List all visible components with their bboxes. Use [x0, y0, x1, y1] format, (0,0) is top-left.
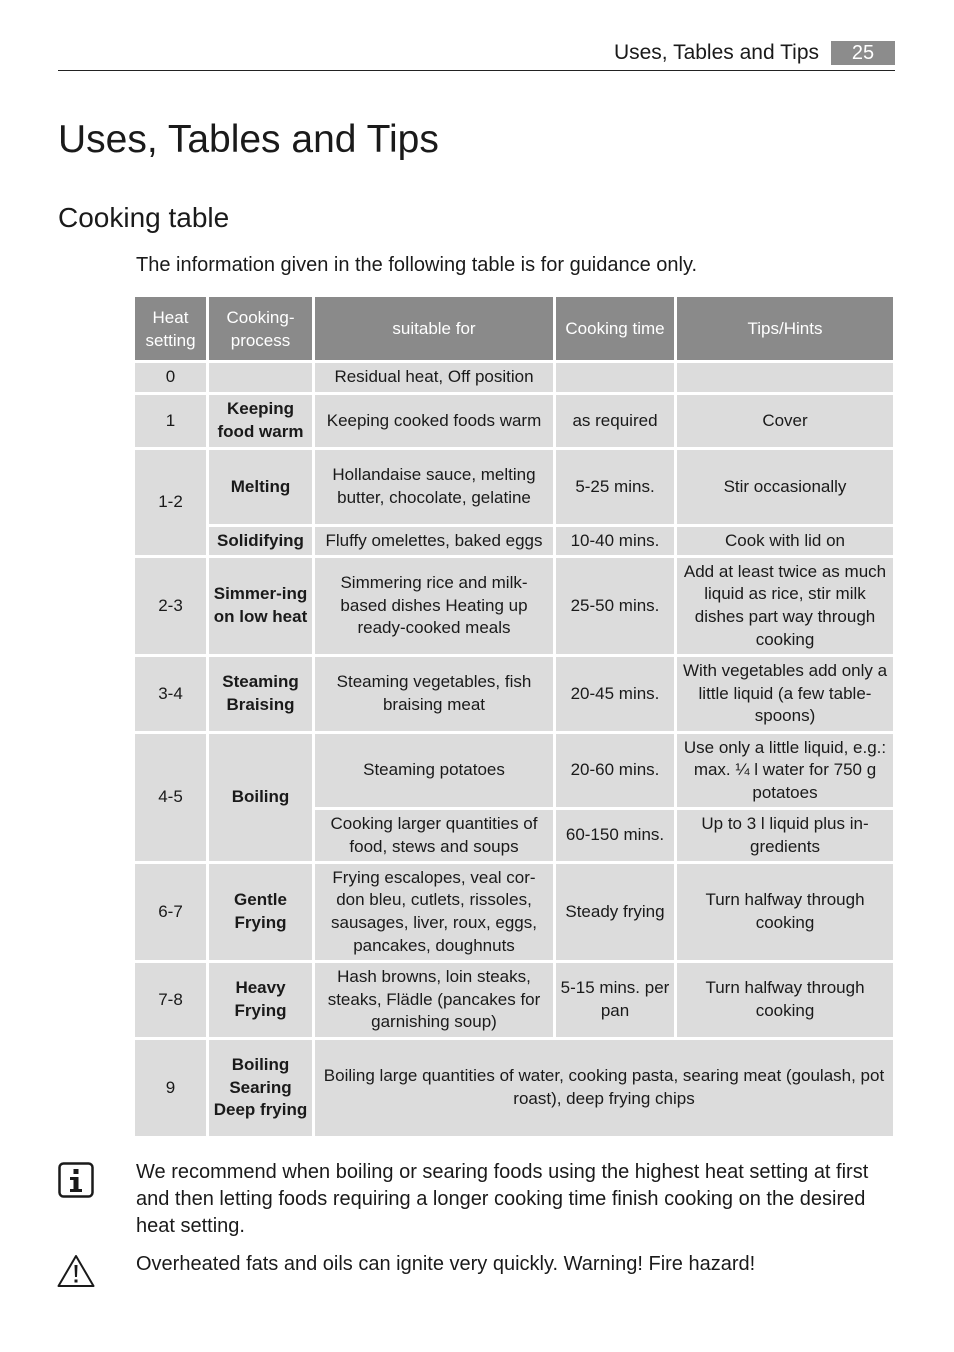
process-cell: Melting [209, 450, 315, 527]
process-cell: Simmer-ing on low heat [209, 558, 315, 657]
process-cell: Steaming Braising [209, 657, 315, 734]
tips-cell: Turn halfway through cooking [677, 864, 893, 963]
column-header-suitable: suitable for [315, 297, 556, 360]
time-cell: 20-45 mins. [556, 657, 677, 734]
warning-note: Overheated fats and oils can ignite very quickly. Warning! Fire hazard! [136, 1253, 756, 1275]
process-cell: Keeping food warm [209, 395, 315, 450]
intro-text: The information given in the following table is for guidance only. [136, 254, 698, 276]
process-cell: Solidifying [209, 527, 315, 558]
heat-cell: 1-2 [135, 450, 209, 558]
header-title: Uses, Tables and Tips [613, 41, 819, 64]
tips-cell: Cover [677, 395, 893, 450]
time-cell: 5-15 mins. per pan [556, 963, 677, 1040]
tips-cell: Up to 3 l liquid plus in-gredients [677, 810, 893, 864]
tips-cell: Add at least twice as much liquid as rice, stir milk dishes part way through cooking [677, 558, 893, 657]
process-cell: Boiling Searing Deep frying [209, 1040, 315, 1139]
suitable-cell: Boiling large quantities of water, cooking pasta, searing meat (goulash, pot roast), deep frying chips [315, 1040, 893, 1139]
column-header-process: Cooking-process [209, 297, 315, 360]
table-row [135, 450, 893, 527]
process-cell: Boiling [209, 734, 315, 864]
heat-cell: 4-5 [135, 734, 209, 864]
table-row [135, 963, 893, 1040]
table-row [135, 395, 893, 450]
page-number: 25 [831, 41, 895, 65]
heat-cell: 1 [135, 395, 209, 450]
time-cell: 25-50 mins. [556, 558, 677, 657]
table-row [135, 558, 893, 657]
table-row [135, 1040, 893, 1139]
table-row [135, 734, 893, 810]
time-cell: 10-40 mins. [556, 527, 677, 558]
suitable-cell: Simmering rice and milk-based dishes Heating up ready-cooked meals [315, 558, 556, 657]
suitable-cell: Steaming vegetables, fish braising meat [315, 657, 556, 734]
suitable-cell: Cooking larger quantities of food, stews and soups [315, 810, 556, 864]
table-row [135, 864, 893, 963]
time-cell: as required [556, 395, 677, 450]
heat-cell: 6-7 [135, 864, 209, 963]
suitable-cell: Steaming potatoes [315, 734, 556, 810]
process-cell: Gentle Frying [209, 864, 315, 963]
suitable-cell: Keeping cooked foods warm [315, 395, 556, 450]
tips-cell [677, 363, 893, 395]
column-header-heat: Heat setting [135, 297, 209, 360]
table-row [135, 363, 893, 395]
table-row [135, 657, 893, 734]
tips-cell: With vegetables add only a little liquid (a few table-spoons) [677, 657, 893, 734]
page-title: Uses, Tables and Tips [58, 118, 439, 161]
info-icon [58, 1162, 94, 1198]
running-header [58, 38, 895, 71]
time-cell: Steady frying [556, 864, 677, 963]
suitable-cell: Fluffy omelettes, baked eggs [315, 527, 556, 558]
time-cell [556, 363, 677, 395]
time-cell: 20-60 mins. [556, 734, 677, 810]
heat-cell: 9 [135, 1040, 209, 1139]
cooking-table [135, 297, 893, 1139]
time-cell: 5-25 mins. [556, 450, 677, 527]
table-header-row [135, 297, 893, 360]
tips-cell: Turn halfway through cooking [677, 963, 893, 1040]
warning-triangle-icon [57, 1254, 95, 1288]
heat-cell: 7-8 [135, 963, 209, 1040]
heat-cell: 3-4 [135, 657, 209, 734]
process-cell: Heavy Frying [209, 963, 315, 1040]
suitable-cell: Frying escalopes, veal cor-don bleu, cutlets, rissoles, sausages, liver, roux, eggs, pancakes, doughnuts [315, 864, 556, 963]
suitable-cell: Residual heat, Off position [315, 363, 556, 395]
heat-cell: 2-3 [135, 558, 209, 657]
suitable-cell: Hash browns, loin steaks, steaks, Flädle (pancakes for garnishing soup) [315, 963, 556, 1040]
suitable-cell: Hollandaise sauce, melting butter, chocolate, gelatine [315, 450, 556, 527]
column-header-time: Cooking time [556, 297, 677, 360]
tips-cell: Stir occasionally [677, 450, 893, 527]
tips-cell: Use only a little liquid, e.g.: max. ¼ l water for 750 g potatoes [677, 734, 893, 810]
section-title: Cooking table [58, 202, 230, 233]
info-note: We recommend when boiling or searing foods using the highest heat setting at first and then letting foods requiring a longer cooking time finish cooking on the desired heat setting. [136, 1161, 869, 1237]
process-cell [209, 363, 315, 395]
table-row [135, 527, 893, 558]
time-cell: 60-150 mins. [556, 810, 677, 864]
tips-cell: Cook with lid on [677, 527, 893, 558]
column-header-tips: Tips/Hints [677, 297, 893, 360]
heat-cell: 0 [135, 363, 209, 395]
